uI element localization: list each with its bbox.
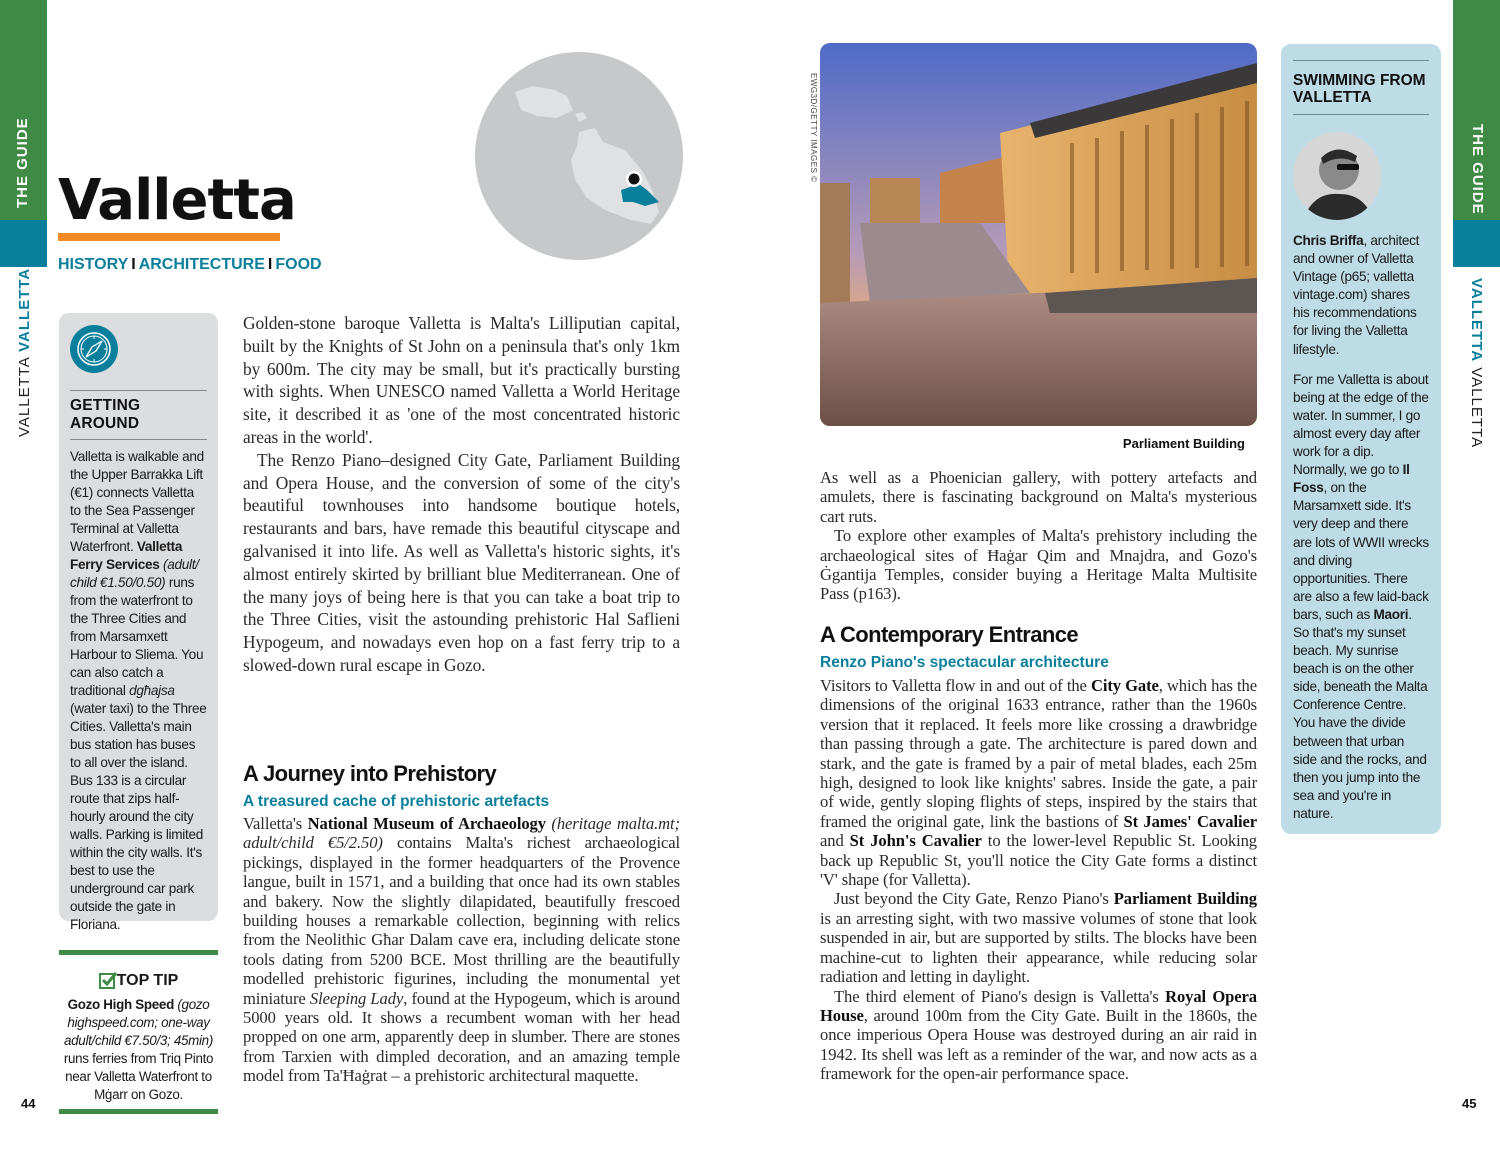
- page-title: Valletta: [58, 168, 296, 233]
- locator-map-icon: [475, 52, 683, 260]
- tag-separator: I: [267, 256, 273, 273]
- title-underline: [58, 233, 280, 241]
- parliament-building-photo: [820, 43, 1257, 426]
- subheading-contemporary: Renzo Piano's spectacular architecture: [820, 654, 1109, 671]
- tag-history: HISTORY: [58, 256, 129, 273]
- top-tip-text: Gozo High Speed (gozo highspeed.com; one-way adult/child €7.50/3; 45min) runs ferries from Triq Pinto near Valletta Waterfront to Mġarr on Gozo.: [63, 997, 214, 1102]
- divider: [70, 390, 207, 391]
- section-tab-left: [0, 220, 47, 267]
- getting-around-box: [59, 313, 218, 932]
- getting-around-text: Valletta is walkable and the Upper Barrakka Lift (€1) connects Valletta to the Sea Passenger Terminal at Valletta Waterfront. Valletta Ferry Services (adult/ child €1.50/0.50) runs from the waterfront to the Three Cities and from Marsamxett Harbour to Sliema. You can also catch a traditional dgħajsa (water taxi) to the Three Cities. Valletta's main bus station has buses to all over the island. Bus 133 is a circular route that zips half-hourly around the city walls. Parking is limited within the city walls. It's best to use the underground car park outside the gate in Floriana.: [70, 449, 207, 932]
- page-number-right: 45: [1462, 1096, 1477, 1111]
- prehistory-text: Valletta's National Museum of Archaeology (heritage malta.mt; adult/child €5/2.50) contains Malta's richest archaeological pickings, displayed in the former headquarters of the Provence langue, built in 1571, and a building that once had its own stables and bakery. Now the slightly dilapidated, beautifully frescoed building houses a remarkable collection, beginning with relics from the Neolithic Għar Dalam cave era, including delicate stone tools dating from 5200 BCE. Most thrilling are the beautifully modelled prehistoric figurines, including the monumental yet miniature Sleeping Lady, found at the Hypogeum, which is around 5000 years old. It shows a recumbent woman with her head propped on one arm, apparently deep in slumber. There are stones from Tarxien with dimpled decoration, and an amazing temple model from Ta'Ħaġrat – a prehistoric architectural maquette.: [243, 814, 680, 1086]
- tag-food: FOOD: [275, 256, 322, 273]
- contemporary-text: Visitors to Valletta flow in and out of the City Gate, which has the dimensions of the original 1633 entrance, rather than the 1960s version that it replaced. It feels more like crossing a drawbridge than passing through a gate. The architecture is pared down and stark, and the gate is framed by a pair of metal blades, each 25m high, designed to look like knights' sabres. Inside the gate, a pair of wide, gently sloping flights of steps, inspired by the stairs that framed the original gate, link the bastions of St James' Cavalier and St John's Cavalier to the lower-level Republic St. Looking back up Republic St, you'll notice the City Gate forms a distinct 'V' shape (for Valletta). Just beyond the City Gate, Renzo Piano's Parliament Building is an arresting sight, with two massive volumes of stone that look suspended in air, but are supported by stilts. The blocks have been machine-cut to lighten their appearance, while reducing solar radiation and letting in daylight. The third element of Piano's design is Valletta's Royal Opera House, around 100m from the City Gate. Built in the 1860s, the once imperious Opera House was destroyed during an air raid in 1942. Its shell was left as a reminder of the war, and now acts as a framework for the open-air performance space.: [820, 676, 1257, 1084]
- heading-prehistory: A Journey into Prehistory: [243, 761, 497, 786]
- divider: [1293, 60, 1429, 61]
- swimming-title: SWIMMING FROM VALLETTA: [1293, 72, 1426, 106]
- tip-rule-top: [59, 950, 218, 955]
- intro-text: [243, 312, 680, 677]
- swimming-text: Chris Briffa, architect and owner of Valletta Vintage (p65; valletta vintage.com) shares his recommendations for living the Valletta lifestyle. For me Valletta is about being at the edge of the water. In summer, I go almost every day after work for a dip. Normally, we go to Il Foss, on the Marsamxett side. It's very deep and there are lots of WWII wrecks and diving opportunities. There are also a few laid-back bars, such as Maori. So that's my sunset beach. My sunrise beach is on the other side, beneath the Malta Conference Centre. You have the divide between that urban side and the rocks, and then you jump into the sea and you're in nature.: [1293, 233, 1429, 821]
- running-head-left: VALLETTA VALLETTA: [16, 267, 33, 437]
- intro-paragraph-2: The Renzo Piano–designed City Gate, Parliament Building and Opera House, and the conversion of some of the city's beautiful townhouses into handsome boutique hotels, restaurants and bars, have remade this beautiful cityscape and galvanised it into life. As well as Valletta's historic sights, it's almost entirely skirted by brilliant blue Mediterranean. One of the many joys of being here is that you can take a boat trip to the Three Cities, visit the astounding prehistoric Hal Saflieni Hypogeum, and nowadays even hop on a fast ferry trip to a slowed-down rural escape in Gozo.: [243, 449, 680, 675]
- tag-separator: I: [131, 256, 136, 273]
- divider: [1293, 114, 1429, 115]
- guide-tab-left-label: THE GUIDE: [14, 117, 31, 208]
- page-number-left: 44: [21, 1096, 36, 1111]
- divider: [70, 439, 207, 440]
- prehistory-continued: As well as a Phoenician gallery, with pottery artefacts and amulets, there is fascinating background on Malta's mysterious cart ruts. To explore other examples of Malta's prehistory including the archaeological sites of Ħaġar Qim and Mnajdra, and Gozo's Ġgantija Temples, consider buying a Heritage Malta Multisite Pass (p163).: [820, 468, 1257, 604]
- topic-tags: [58, 256, 322, 274]
- malta-map-icon: [475, 52, 683, 260]
- avatar: [1293, 132, 1381, 220]
- tag-architecture: ARCHITECTURE: [138, 256, 265, 273]
- intro-paragraph-1: Golden-stone baroque Valletta is Malta's Lilliputian capital, built by the Knights of St John on a peninsula that's only 1km by 600m. The city may be small, but it's practically bursting with sights. When UNESCO named Valletta a World Heritage site, it described it as 'one of the most concentrated historic areas in the world'.: [243, 313, 680, 447]
- guide-tab-right-label: THE GUIDE: [1469, 124, 1486, 215]
- subheading-prehistory: A treasured cache of prehistoric artefacts: [243, 793, 550, 810]
- getting-around-title: GETTING AROUND: [70, 397, 141, 432]
- checkbox-icon: [99, 973, 115, 989]
- swimming-interview-box: [1281, 44, 1441, 834]
- section-tab-right: [1453, 220, 1500, 267]
- tip-rule-bottom: [59, 1109, 218, 1114]
- compass-icon: [70, 325, 118, 373]
- top-tip-box: [59, 950, 218, 1104]
- running-head-right: VALLETTA VALLETTA: [1468, 278, 1485, 449]
- photo-credit: EWG3D/GETTY IMAGES ©: [809, 73, 818, 183]
- top-tip-title: TOP TIP: [59, 972, 218, 990]
- heading-contemporary: A Contemporary Entrance: [820, 622, 1078, 647]
- photo-caption: Parliament Building: [1122, 436, 1245, 451]
